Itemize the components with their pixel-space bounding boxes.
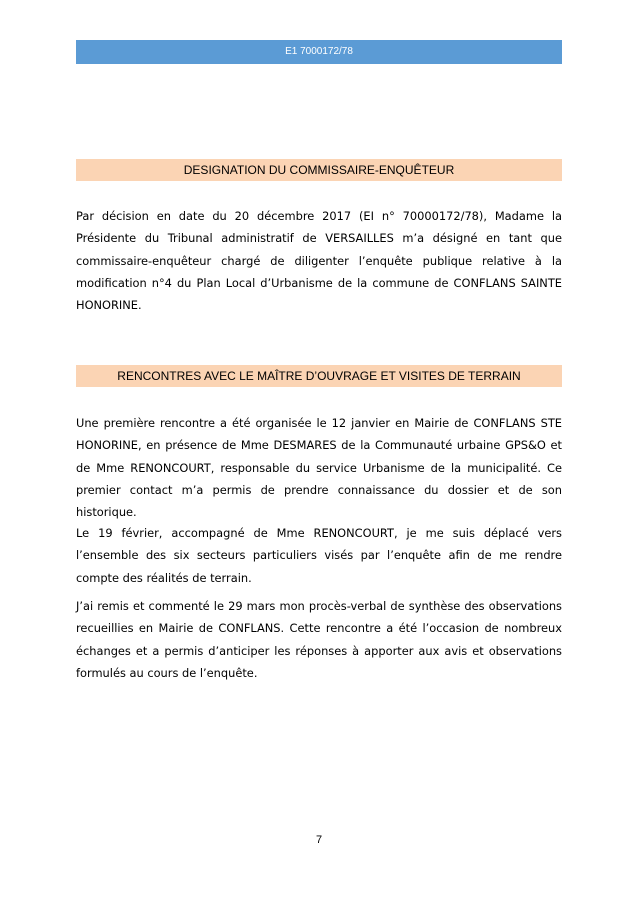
- paragraph-first-meeting: Une première rencontre a été organisée le 12 janvier en Mairie de CONFLANS STE HONORINE, en présence de Mme DESMARES de la Communauté urbaine GPS&O et de Mme RENONCOURT, responsable du service Urbanisme de la municipalité. Ce premier contact m’a permis de prendre connaissance du dossier et de son historique.: [76, 416, 562, 520]
- paragraph-synthesis-report: J’ai remis et commenté le 29 mars mon procès-verbal de synthèse des observations recueillies en Mairie de CONFLANS. Cette rencontre a été l’occasion de nombreux échanges et a permis d’anticiper les réponses à apporter aux avis et observations formulés au cours de l’enquête.: [76, 599, 562, 680]
- section-heading-rencontres: RENCONTRES AVEC LE MAÎTRE D’OUVRAGE ET VISITES DE TERRAIN: [76, 365, 562, 387]
- document-reference-header: E1 7000172/78: [76, 40, 562, 64]
- paragraph-designation: Par décision en date du 20 décembre 2017 (EI n° 70000172/78), Madame la Présidente du Tribunal administratif de VERSAILLES m’a désigné en tant que commissaire-enquêteur chargé de diligenter l’enquête publique relative à la modification n°4 du Plan Local d’Urbanisme de la commune de CONFLANS SAINTE HONORINE.: [76, 209, 562, 313]
- paragraph-site-visit: Le 19 février, accompagné de Mme RENONCOURT, je me suis déplacé vers l’ensemble des six secteurs particuliers visés par l’enquête afin de me rendre compte des réalités de terrain.: [76, 526, 562, 585]
- section-heading-designation: DESIGNATION DU COMMISSAIRE-ENQUÊTEUR: [76, 159, 562, 181]
- page-number: 7: [315, 834, 323, 846]
